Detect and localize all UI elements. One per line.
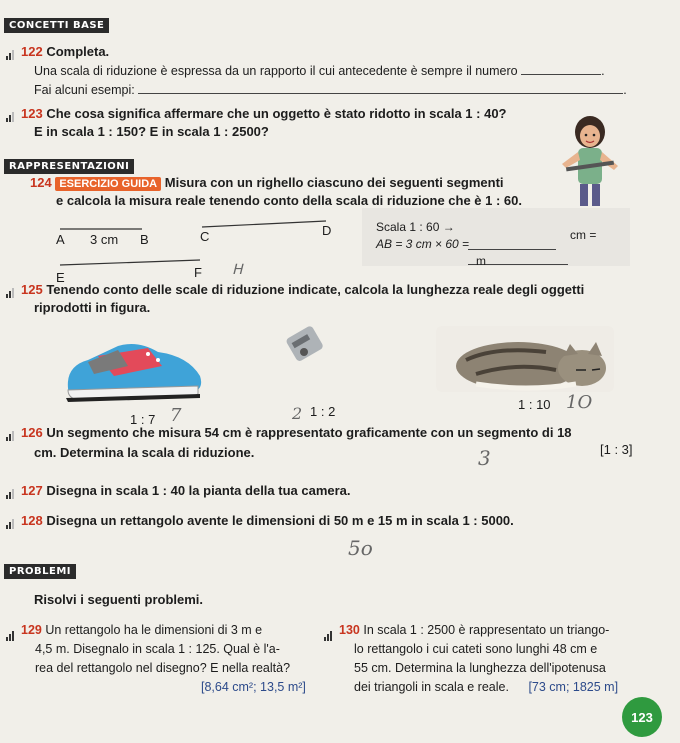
exercise-123-line2: E in scala 1 : 150? E in scala 1 : 2500? <box>34 124 269 139</box>
difficulty-icon <box>324 622 334 633</box>
section-tag-problemi: PROBLEMI <box>4 564 76 579</box>
point-c-label: C <box>200 229 210 244</box>
section-tag-rappresentazioni: RAPPRESENTAZIONI <box>4 159 134 174</box>
exercise-123: 123 Che cosa significa affermare che un oggetto è stato ridotto in scala 1 : 40? <box>6 106 507 121</box>
answer-blank[interactable] <box>521 74 601 75</box>
guide-cm-eq: cm = <box>570 228 597 242</box>
handwritten-2: 2 <box>292 404 303 423</box>
segment-ab-length: 3 cm <box>90 232 119 247</box>
exercise-129: 129 Un rettangolo ha le dimensioni di 3 m e 4,5 m. Disegnalo in scala 1 : 125. Qual è l'a- rea del rettangolo nel disegno? E nella realtà? [8,64 cm²; 13,5 m²] <box>6 621 336 697</box>
exercise-130: 130 In scala 1 : 2500 è rappresentato un triango- lo rettangolo i cui cateti sono lunghi 48 cm e 55 cm. Determina la lunghezza dell'ipotenusa dei triangoli in scala e reale. [73 cm; 1825 m] <box>324 621 674 697</box>
page-number-badge: 123 <box>622 697 662 737</box>
guide-m: m <box>476 254 486 268</box>
handwritten-50: 5o <box>348 536 373 560</box>
exercise-127: 127 Disegna in scala 1 : 40 la pianta della tua camera. <box>6 483 351 498</box>
exercise-122-line1: Una scala di riduzione è espressa da un rapporto il cui antecedente è sempre il numero . <box>34 64 605 78</box>
scale-label-cat: 1 : 10 <box>518 397 551 412</box>
guide-scale: Scala 1 : 60 → <box>376 220 455 234</box>
guide-box <box>362 208 630 266</box>
exercise-122-title <box>6 44 109 59</box>
exercise-125: 125 Tenendo conto delle scale di riduzione indicate, calcola la lunghezza reale degli oggetti <box>6 282 676 297</box>
scale-label-sharpener: 1 : 2 <box>310 404 336 419</box>
handwritten-3: 3 <box>478 446 491 470</box>
exercise-124-title: 124 ESERCIZIO GUIDA Misura con un righello ciascuno dei seguenti segmenti <box>30 175 504 190</box>
exercise-129-answer: [8,64 cm²; 13,5 m²] <box>201 680 306 694</box>
exercise-128: 128 Disegna un rettangolo avente le dimensioni di 50 m e 15 m in scala 1 : 5000. <box>6 513 514 528</box>
difficulty-icon <box>6 622 16 633</box>
esercizio-guida-tag: ESERCIZIO GUIDA <box>55 177 161 191</box>
answer-blank[interactable] <box>138 93 623 94</box>
exercise-130-answer: [73 cm; 1825 m] <box>528 680 619 694</box>
girl-illustration <box>558 112 622 208</box>
handwritten-scribble: ᕼ <box>232 262 243 278</box>
exercise-126: 126 Un segmento che misura 54 cm è rappresentato graficamente con un segmento di 18 <box>6 425 676 440</box>
handwritten-7: 7 <box>170 405 182 426</box>
segment-cd <box>202 221 326 227</box>
difficulty-icon <box>6 514 16 525</box>
exercise-122-line2: Fai alcuni esempi: . <box>34 83 627 97</box>
exercise-126-line2: cm. Determina la scala di riduzione. <box>34 445 255 460</box>
cat-image <box>436 326 614 392</box>
exercise-125-line2: riprodotti in figura. <box>34 300 151 315</box>
section-tag-concetti-base: CONCETTI BASE <box>4 18 109 33</box>
point-d-label: D <box>322 223 332 238</box>
point-e-label: E <box>56 270 65 285</box>
shoe-image <box>58 336 208 406</box>
exercise-126-answer: [1 : 3] <box>600 442 633 457</box>
handwritten-10: 1O <box>566 392 593 413</box>
guide-calc: AB = 3 cm × 60 = <box>376 237 470 251</box>
guide-blank-cm[interactable] <box>468 236 556 250</box>
difficulty-icon <box>6 107 16 118</box>
point-a-label: A <box>56 232 65 247</box>
point-b-label: B <box>140 232 149 247</box>
exercise-number: 122 <box>21 44 43 59</box>
difficulty-icon <box>6 484 16 495</box>
scale-label-shoe: 1 : 7 <box>130 412 156 427</box>
difficulty-icon <box>6 283 16 294</box>
difficulty-icon <box>6 426 16 437</box>
exercise-title: Completa. <box>46 44 110 59</box>
exercise-124-line2: e calcola la misura reale tenendo conto della scala di riduzione che è 1 : 60. <box>56 193 523 208</box>
problems-intro: Risolvi i seguenti problemi. <box>34 592 204 607</box>
difficulty-icon <box>6 45 16 56</box>
sharpener-image <box>286 322 326 368</box>
point-f-label: F <box>194 265 202 280</box>
segment-ef <box>60 260 200 265</box>
